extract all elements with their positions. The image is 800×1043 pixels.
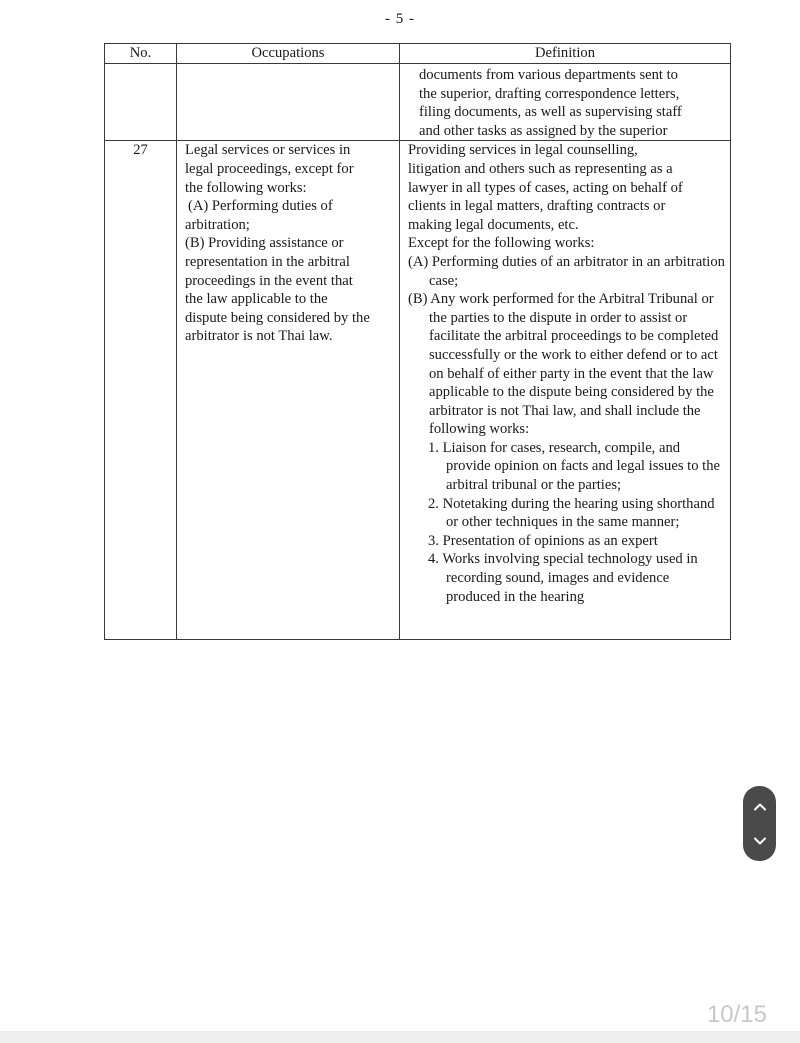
text-line: Legal services or services in bbox=[185, 142, 351, 159]
header-occupations: Occupations bbox=[177, 44, 400, 64]
sub-item-1: 1. Liaison for cases, research, compile, and provide opinion on facts and legal issues to the arbitral tribunal or the parties; bbox=[428, 439, 720, 494]
text-line: proceedings in the event that bbox=[185, 272, 353, 289]
text-line: (A) Performing duties of bbox=[188, 198, 333, 215]
table-row bbox=[105, 141, 731, 640]
table-row-continuation bbox=[105, 64, 731, 141]
continued-definition bbox=[400, 64, 731, 141]
occupations-table bbox=[104, 43, 731, 640]
text-line: Providing services in legal counselling, bbox=[408, 142, 638, 159]
exception-item-b: (B) Any work performed for the Arbitral Tribunal or the parties to the dispute in order to assist or facilitate the arbitral proceedings to be completed successfully or the work to either defend or to act on behalf of either party in the event that the law applicable to the dispute being considered by the arbitrator is not Thai law, and shall include the following works: bbox=[408, 291, 719, 438]
text-line: the following works: bbox=[185, 179, 307, 196]
row-number: 27 bbox=[105, 141, 177, 640]
table-header-row bbox=[105, 44, 731, 64]
text-line: dispute being considered by the bbox=[185, 309, 370, 326]
cell-empty bbox=[105, 64, 177, 141]
text-line: the superior, drafting correspondence letters, bbox=[419, 85, 680, 102]
text-line: Except for the following works: bbox=[408, 235, 595, 252]
text-line: clients in legal matters, drafting contracts or bbox=[408, 198, 666, 215]
text-line: and other tasks as assigned by the superior bbox=[419, 122, 668, 139]
text-line: arbitration; bbox=[185, 216, 250, 233]
chevron-up-icon bbox=[753, 800, 767, 814]
bottom-bar bbox=[0, 1031, 800, 1043]
page-number: - 5 - bbox=[385, 11, 415, 27]
text-line: representation in the arbitral bbox=[185, 253, 350, 270]
sub-item-4: 4. Works involving special technology used in recording sound, images and evidence produced in the hearing bbox=[428, 551, 698, 605]
text-line: documents from various departments sent to bbox=[419, 67, 678, 83]
text-line: filing documents, as well as supervising staff bbox=[419, 104, 682, 121]
sub-item-3: 3. Presentation of opinions as an expert bbox=[428, 532, 658, 549]
chevron-down-icon bbox=[753, 834, 767, 848]
definition-cell bbox=[400, 141, 731, 640]
page-counter: 10/15 bbox=[706, 1001, 767, 1028]
text-line: the law applicable to the bbox=[185, 291, 328, 308]
text-line: legal proceedings, except for bbox=[185, 160, 354, 177]
text-line: arbitrator is not Thai law. bbox=[185, 328, 333, 345]
header-definition: Definition bbox=[400, 44, 731, 64]
text-line: making legal documents, etc. bbox=[408, 216, 579, 233]
occupation-cell bbox=[177, 141, 400, 640]
next-page-button[interactable] bbox=[743, 822, 776, 859]
exception-item-a: (A) Performing duties of an arbitrator in an arbitration case; bbox=[408, 253, 725, 289]
page-nav-control bbox=[743, 786, 776, 861]
header-no: No. bbox=[105, 44, 177, 64]
text-line: (B) Providing assistance or bbox=[185, 235, 344, 252]
text-line: lawyer in all types of cases, acting on behalf of bbox=[408, 179, 683, 196]
previous-page-button[interactable] bbox=[743, 788, 776, 825]
text-line: litigation and others such as representing as a bbox=[408, 160, 673, 177]
sub-item-2: 2. Notetaking during the hearing using shorthand or other techniques in the same manner; bbox=[428, 495, 715, 531]
cell-empty bbox=[177, 64, 400, 141]
